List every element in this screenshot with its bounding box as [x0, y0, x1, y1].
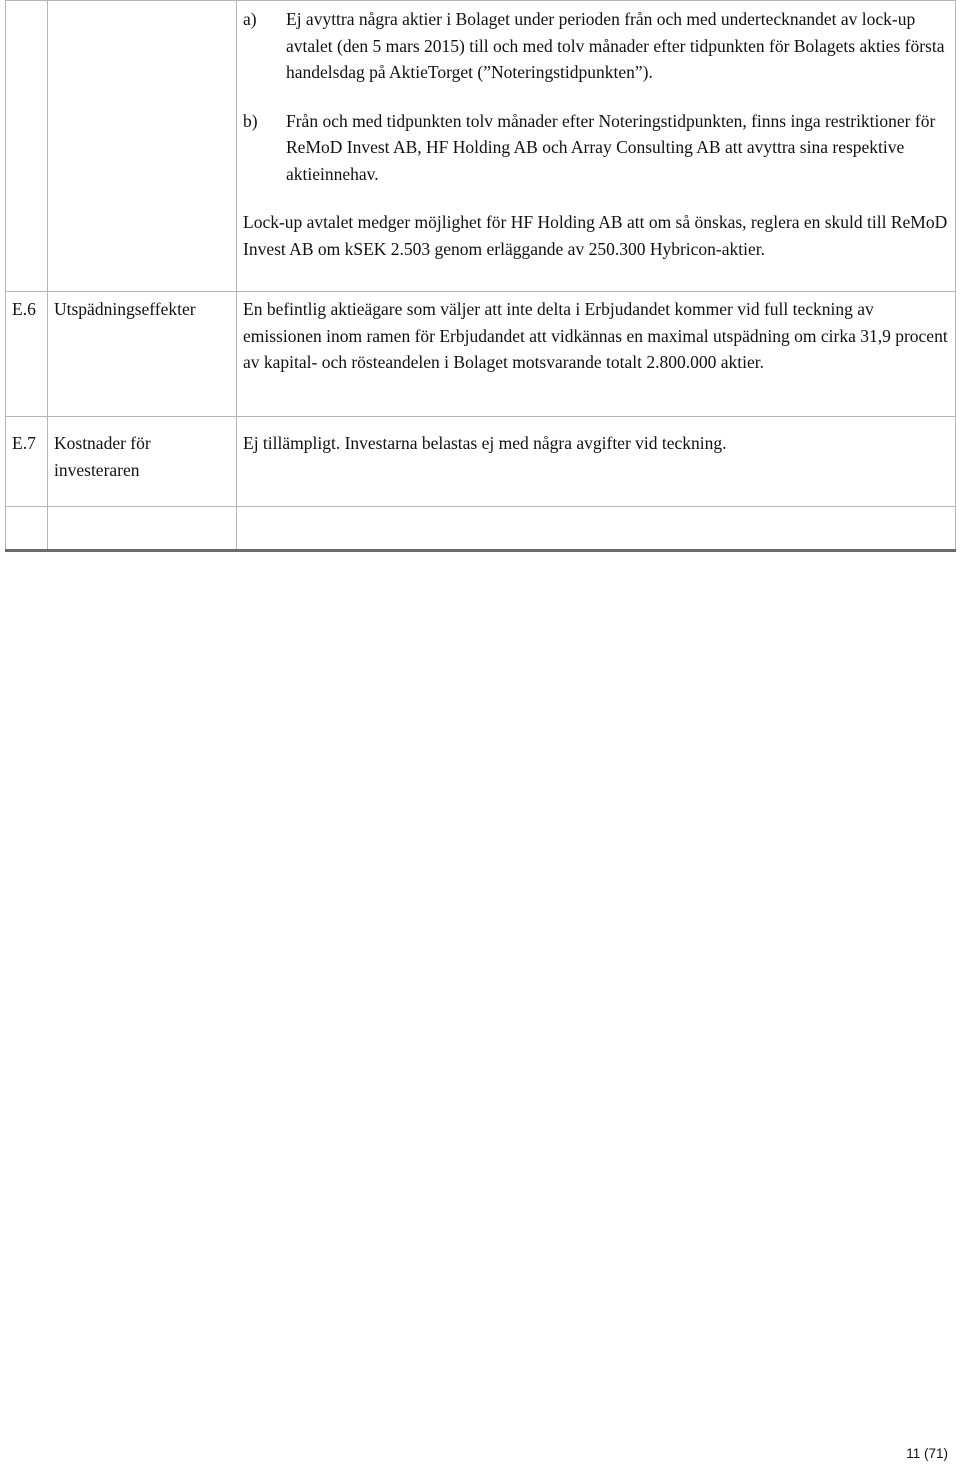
- summary-table: [5, 0, 956, 552]
- heading-cell-empty: [48, 1, 237, 292]
- table-row-empty: [6, 507, 956, 551]
- empty-cell: [6, 507, 48, 551]
- row-text: En befintlig aktieägare som väljer att inte delta i Erbjudandet kommer vid full teckning av emissionen inom ramen för Erbjudandet att vidkännas en maximal utspädning om cirka 31,9 procent av kapital- och rösteandelen i Bolaget motsvarande totalt 2.800.000 aktier.: [237, 292, 956, 417]
- empty-cell: [48, 507, 237, 551]
- id-cell-empty: [6, 1, 48, 292]
- lockup-content-cell: [237, 1, 956, 292]
- table-row-lockup: [6, 1, 956, 292]
- list-item-label: a): [243, 9, 257, 29]
- page-number: 11 (71): [906, 1446, 948, 1461]
- row-heading: Utspädningseffekter: [48, 292, 237, 417]
- row-id: E.7: [6, 417, 48, 507]
- table-row-e6: [6, 292, 956, 417]
- lockup-note: Lock-up avtalet medger möjlighet för HF Holding AB att om så önskas, reglera en skuld till ReMoD Invest AB om kSEK 2.503 genom erläggande av 250.300 Hybricon-aktier.: [243, 212, 948, 259]
- list-item-label: b): [243, 110, 258, 131]
- row-heading: Kostnader för investeraren: [48, 417, 237, 507]
- row-text: Ej tillämpligt. Investarna belastas ej med några avgifter vid teckning.: [237, 417, 956, 507]
- list-item-b: [243, 108, 949, 188]
- table-row-e7: [6, 417, 956, 507]
- empty-cell: [237, 507, 956, 551]
- list-item-text: Ej avyttra några aktier i Bolaget under perioden från och med undertecknandet av lock-up avtalet (den 5 mars 2015) till och med tolv månader efter tidpunkten för Bolagets akties första handelsdag på AktieTorget (”Noteringstidpunkten”).: [286, 9, 945, 82]
- list-item-a: [243, 6, 949, 86]
- list-item-text: Från och med tidpunkten tolv månader efter Noteringstidpunkten, finns inga restriktioner för ReMoD Invest AB, HF Holding AB och Array Consulting AB att avyttra sina respektive aktieinnehav.: [286, 110, 936, 184]
- row-id: E.6: [6, 292, 48, 417]
